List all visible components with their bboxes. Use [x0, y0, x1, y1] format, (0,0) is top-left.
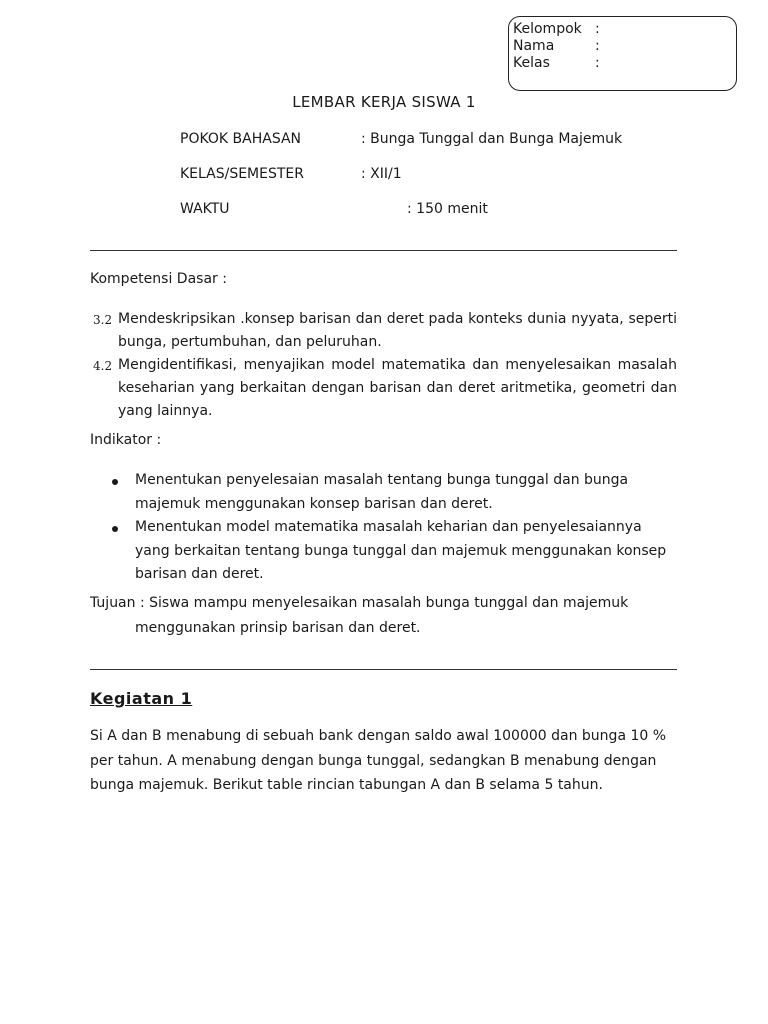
identity-label: Kelas — [513, 55, 550, 71]
identity-box — [508, 16, 737, 91]
kompetensi-number: 4.2 — [93, 359, 113, 373]
meta-label-waktu: WAKTU — [180, 201, 230, 217]
kompetensi-text: Mendeskripsikan .konsep barisan dan deret pada konteks dunia nyyata, seperti bunga, pertumbuhan, dan peluruhan. — [118, 311, 677, 350]
bullet-icon — [112, 526, 118, 532]
kompetensi-number: 3.2 — [93, 313, 113, 327]
indikator-item — [108, 516, 668, 587]
meta-value-kelas-semester: : XII/1 — [361, 166, 402, 182]
identity-colon: : — [595, 55, 600, 71]
meta-label-kelas-semester: KELAS/SEMESTER — [180, 166, 304, 182]
meta-value-waktu: : 150 menit — [407, 201, 488, 217]
identity-row-nama — [513, 38, 600, 54]
identity-label: Nama — [513, 38, 555, 54]
kompetensi-item — [90, 308, 677, 354]
indikator-text: Menentukan model matematika masalah keharian dan penyelesaiannya yang berkaitan tentang bunga tunggal dan majemuk menggunakan konsep barisan dan deret. — [135, 519, 667, 582]
kompetensi-heading: Kompetensi Dasar : — [90, 271, 227, 287]
tujuan-line-1: Tujuan : Siswa mampu menyelesaikan masalah bunga tunggal dan majemuk — [90, 595, 629, 611]
identity-label: Kelompok — [513, 21, 582, 37]
worksheet-title: LEMBAR KERJA SISWA 1 — [292, 93, 476, 111]
divider-bottom — [90, 669, 677, 670]
kompetensi-text: Mengidentifikasi, menyajikan model matematika dan menyelesaikan masalah keseharian yang berkaitan dengan barisan dan deret aritmetika, geometri dan yang lainnya. — [118, 357, 677, 419]
indikator-list — [108, 469, 668, 587]
identity-row-kelompok — [513, 21, 600, 37]
kompetensi-list — [90, 308, 677, 423]
kompetensi-item — [90, 354, 677, 423]
identity-colon: : — [595, 38, 600, 54]
meta-label-pokok-bahasan: POKOK BAHASAN — [180, 131, 302, 147]
identity-row-kelas — [513, 55, 600, 71]
kegiatan-paragraph: Si A dan B menabung di sebuah bank dengan saldo awal 100000 dan bunga 10 % per tahun. A menabung dengan bunga tunggal, sedangkan B menabung dengan bunga majemuk. Berikut table rincian tabungan A dan B selama 5 tahun. — [90, 728, 667, 793]
indikator-item — [108, 469, 668, 516]
tujuan-line-2: menggunakan prinsip barisan dan deret. — [135, 620, 421, 636]
kegiatan-heading: Kegiatan 1 — [90, 689, 193, 708]
indikator-heading: Indikator : — [90, 432, 162, 448]
indikator-text: Menentukan penyelesaian masalah tentang bunga tunggal dan bunga majemuk menggunakan konsep barisan dan deret. — [135, 472, 629, 512]
bullet-icon — [112, 479, 118, 485]
divider-top — [90, 250, 677, 251]
identity-colon: : — [595, 21, 600, 37]
meta-value-pokok-bahasan: : Bunga Tunggal dan Bunga Majemuk — [361, 131, 623, 147]
